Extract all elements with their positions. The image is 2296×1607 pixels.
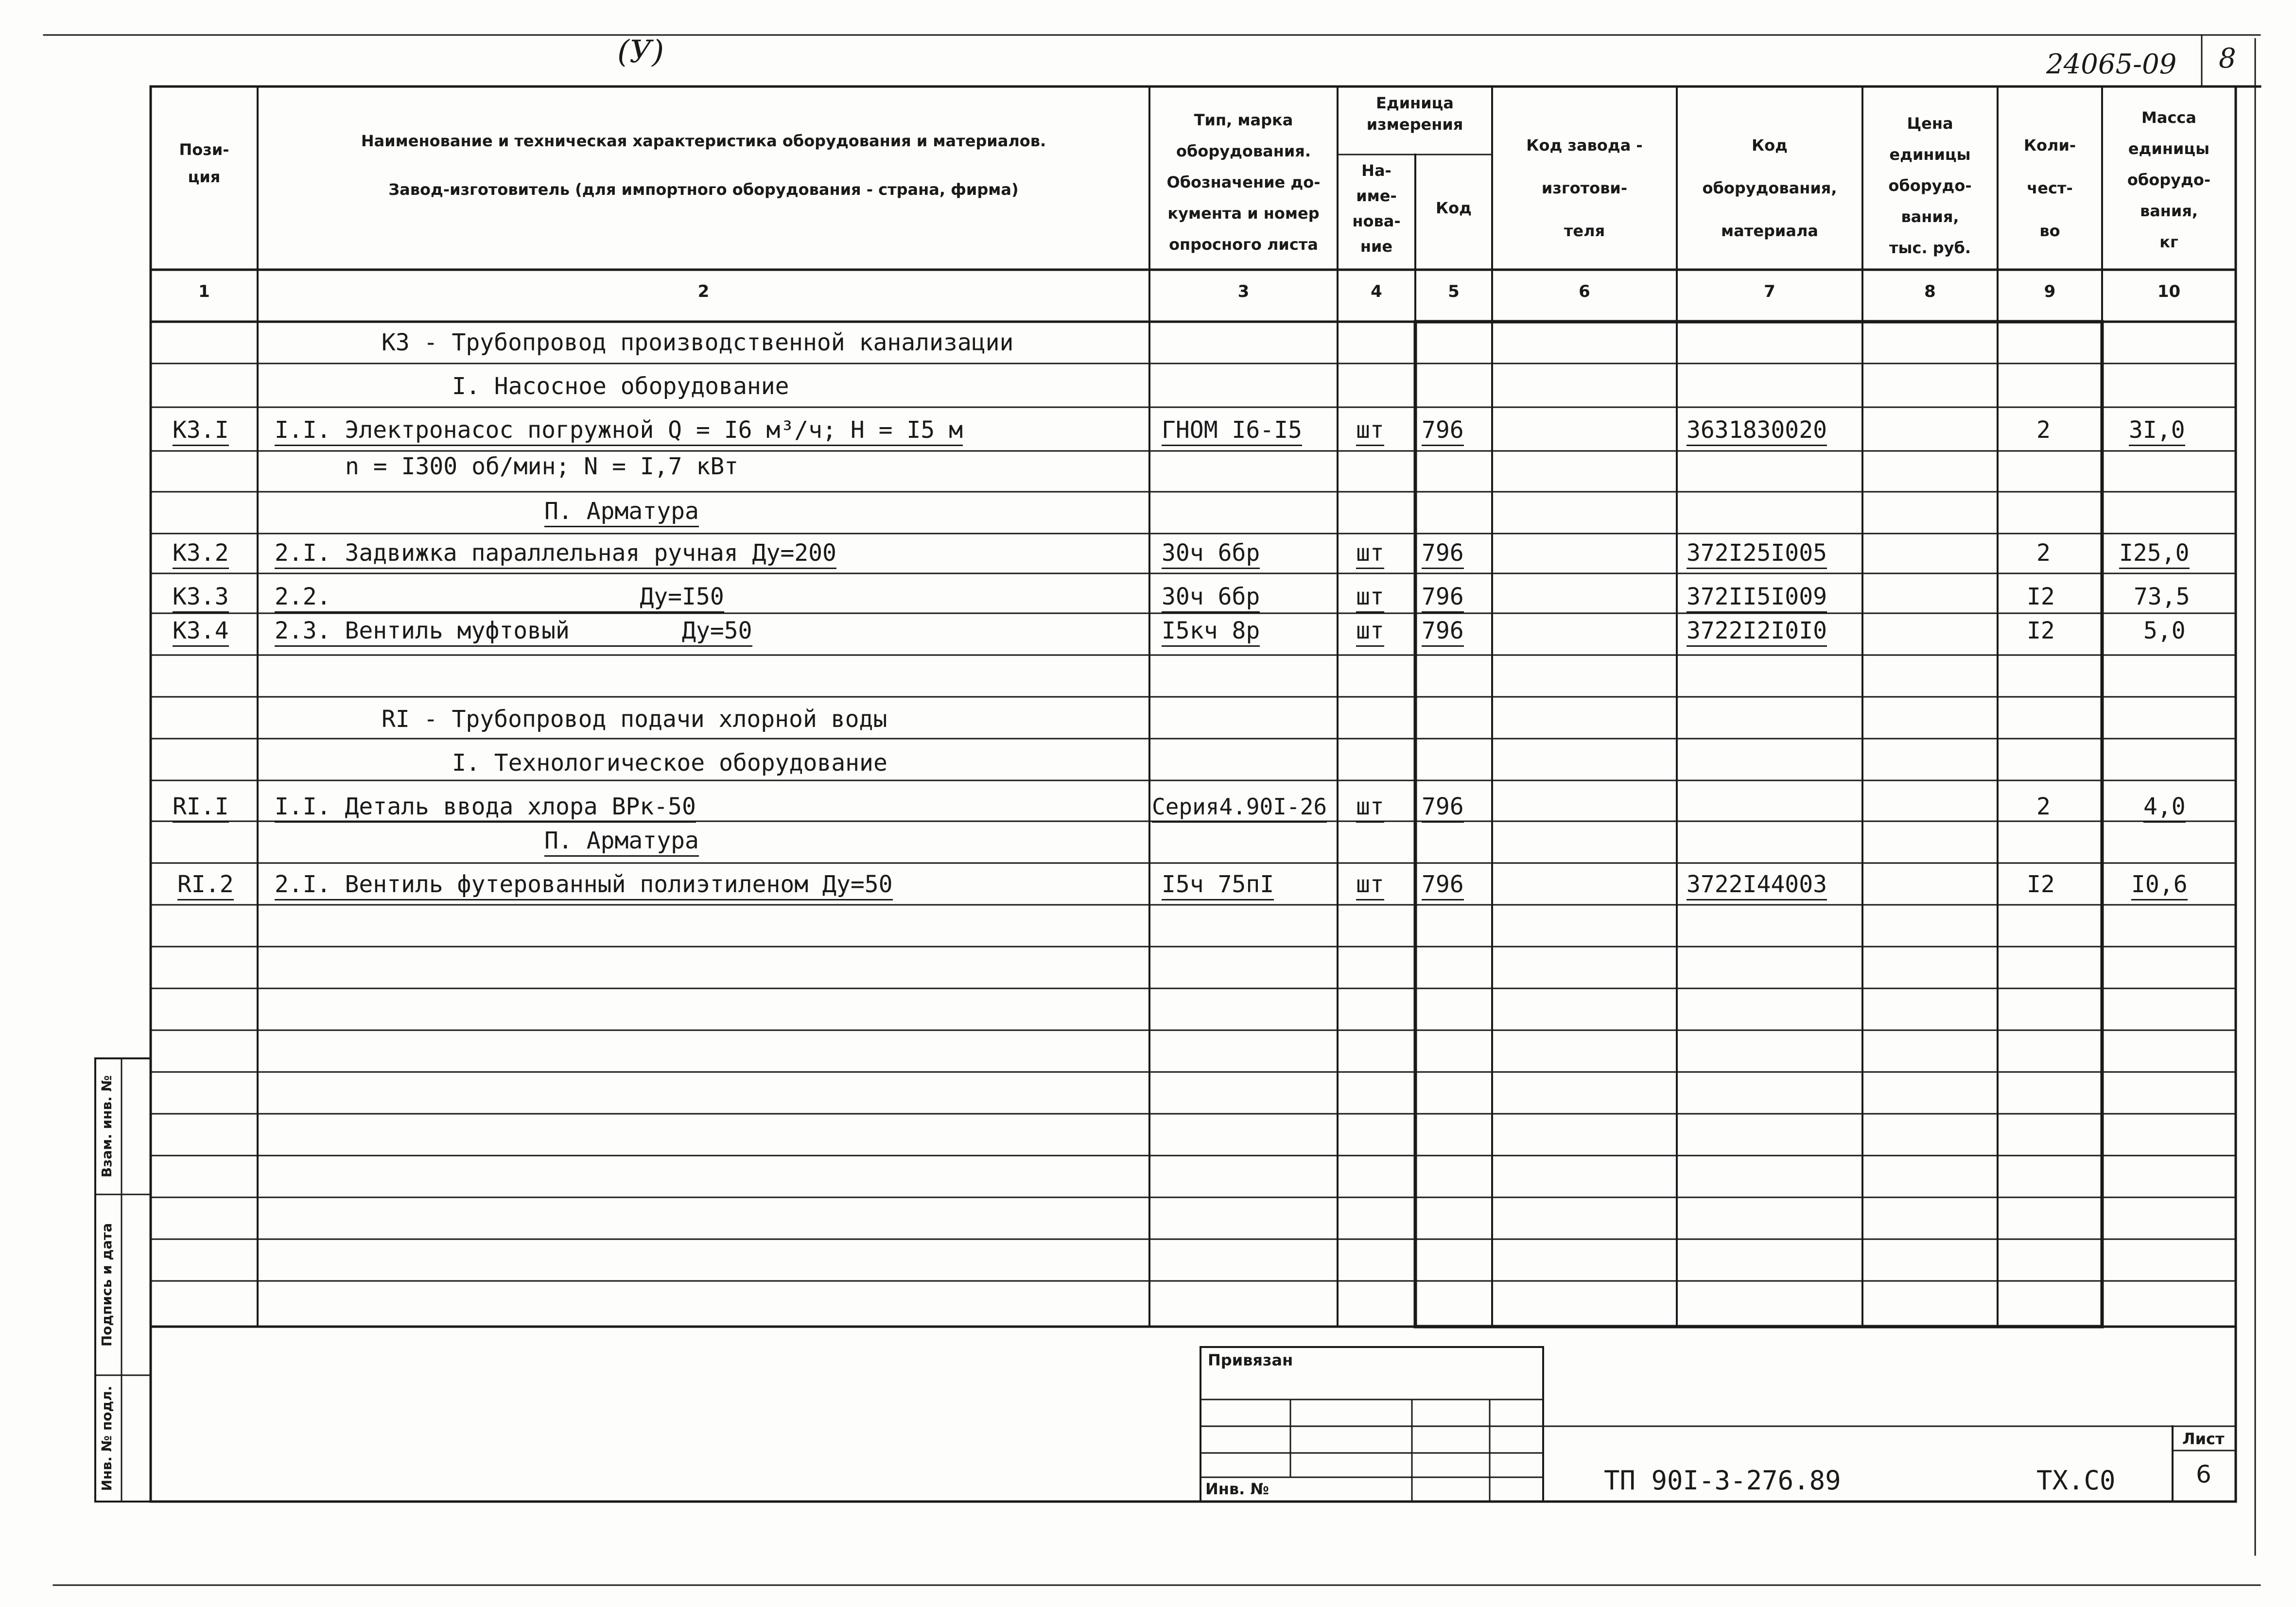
header-name-line2: Завод-изготовитель (для импортного оборудования - страна, фирма): [388, 180, 1019, 199]
item-type: 30ч 6бр: [1162, 538, 1260, 569]
item-quantity: 2: [2036, 416, 2051, 444]
item-name: I.I. Деталь ввода хлора ВРк-50: [275, 792, 696, 823]
header-unit-name: На- име- нова- ние: [1352, 161, 1401, 256]
top-note: (У): [617, 34, 664, 70]
item-mass: 3I,0: [2129, 415, 2185, 446]
item-unit: шт: [1356, 415, 1384, 446]
item-mass: I0,6: [2131, 870, 2188, 900]
position-cell: К3.2: [173, 538, 229, 569]
item-mass: 4,0: [2143, 792, 2186, 823]
item-quantity: I2: [2027, 617, 2055, 644]
corner-number: 8: [2219, 43, 2236, 74]
stamp-inv-podl: Инв. № подл.: [99, 1385, 115, 1491]
subsection-title: I. Технологическое оборудование: [452, 749, 887, 777]
item-unit: шт: [1356, 792, 1384, 823]
item-quantity: 2: [2036, 539, 2051, 567]
item-mass: 5,0: [2143, 617, 2186, 644]
position-cell: RI.2: [177, 870, 234, 900]
header-equipment-code: Код оборудования, материала: [1702, 136, 1837, 240]
item-unit-code: 796: [1422, 616, 1464, 647]
doc-number: 24065-09: [2046, 49, 2177, 80]
header-plant-code: Код завода - изготови- теля: [1526, 136, 1643, 240]
section-title: RI - Трубопровод подачи хлорной воды: [382, 706, 887, 733]
colnum-6: 6: [1579, 282, 1590, 301]
position-cell: RI.I: [173, 792, 229, 823]
header-name-line1: Наименование и техническая характеристика оборудования и материалов.: [361, 132, 1046, 150]
tb-inv-no: Инв. №: [1205, 1480, 1269, 1498]
tb-sheet-label: Лист: [2182, 1430, 2225, 1448]
header-position: Пози- ция: [179, 140, 229, 186]
position-cell: К3.I: [173, 415, 229, 446]
item-mass: I25,0: [2119, 538, 2190, 569]
item-type: ГНОМ I6-I5: [1162, 415, 1302, 446]
item-unit-code: 796: [1422, 870, 1464, 900]
item-unit-code: 796: [1422, 792, 1464, 823]
item-quantity: 2: [2036, 793, 2051, 820]
item-mass: 73,5: [2134, 583, 2190, 610]
colnum-2: 2: [697, 282, 710, 301]
item-type: I5ч 75пI: [1162, 870, 1274, 900]
tb-code: ТХ.С0: [2036, 1465, 2116, 1496]
item-name: I.I. Электронасос погружной Q = I6 м³/ч; H = I5 м: [275, 415, 963, 446]
colnum-1: 1: [198, 282, 210, 301]
item-name: 2.I. Задвижка параллельная ручная Ду=200: [275, 538, 836, 569]
header-unit: Единица измерения: [1366, 94, 1463, 134]
item-unit: шт: [1356, 870, 1384, 900]
colnum-10: 10: [2157, 282, 2181, 301]
item-material-code: 3722I44003: [1687, 870, 1827, 900]
item-material-code: 372II5I009: [1687, 582, 1827, 613]
item-type: 30ч 6бр: [1162, 582, 1260, 613]
colnum-5: 5: [1448, 282, 1460, 301]
item-unit: шт: [1356, 616, 1384, 647]
colnum-7: 7: [1764, 282, 1775, 301]
item-name: 2.3. Вентиль муфтовый Ду=50: [275, 616, 752, 647]
header-mass: Масса единицы оборудо- вания, кг: [2127, 108, 2211, 251]
item-unit-code: 796: [1422, 415, 1464, 446]
position-cell: К3.4: [173, 616, 229, 647]
colnum-8: 8: [1924, 282, 1936, 301]
subsection-title: П. Арматура: [544, 826, 699, 857]
tb-sheet-number: 6: [2196, 1460, 2211, 1488]
item-unit: шт: [1356, 538, 1384, 569]
item-name: 2.2. Ду=I50: [275, 582, 724, 613]
item-unit-code: 796: [1422, 538, 1464, 569]
item-type: I5кч 8р: [1162, 616, 1260, 647]
subsection-title: I. Насосное оборудование: [452, 373, 789, 400]
item-name: 2.I. Вентиль футерованный полиэтиленом Ду=50: [275, 870, 893, 900]
item-type: Серия4.90I-26: [1152, 792, 1327, 823]
item-quantity: I2: [2027, 583, 2055, 610]
item-quantity: I2: [2027, 871, 2055, 898]
tb-designation: ТП 90I-3-276.89: [1604, 1465, 1841, 1496]
header-unit-code: Код: [1436, 199, 1472, 217]
subsection-title: П. Арматура: [544, 497, 699, 527]
colnum-9: 9: [2044, 282, 2056, 301]
colnum-3: 3: [1237, 282, 1250, 301]
header-type: Тип, марка оборудования. Обозначение до- кумента и номер опросного листа: [1166, 111, 1321, 254]
item-name-continued: n = I300 об/мин; N = I,7 кВт: [345, 453, 739, 480]
section-title: К3 - Трубопровод производственной канализации: [382, 329, 1014, 356]
tb-privyazan: Привязан: [1208, 1351, 1293, 1369]
item-unit: шт: [1356, 582, 1384, 613]
item-material-code: 372I25I005: [1687, 538, 1827, 569]
item-material-code: 3722I2I0I0: [1687, 616, 1827, 647]
stamp-signature-date: Подпись и дата: [99, 1223, 115, 1347]
colnum-4: 4: [1371, 282, 1382, 301]
item-material-code: 3631830020: [1687, 415, 1827, 446]
position-cell: К3.3: [173, 582, 229, 613]
item-unit-code: 796: [1422, 582, 1464, 613]
header-quantity: Коли- чест- во: [2023, 136, 2076, 240]
header-price: Цена единицы оборудо- вания, тыс. руб.: [1888, 114, 1972, 257]
stamp-replaced-inv: Взам. инв. №: [99, 1075, 115, 1178]
